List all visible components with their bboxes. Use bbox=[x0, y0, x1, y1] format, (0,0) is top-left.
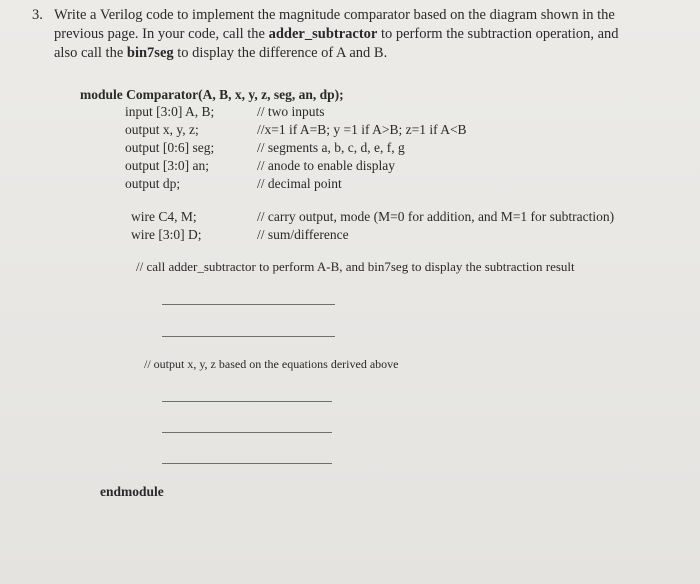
port-comment-xyz: //x=1 if A=B; y =1 if A>B; z=1 if A<B bbox=[257, 122, 467, 137]
port-comment-seg: // segments a, b, c, d, e, f, g bbox=[257, 140, 405, 155]
adder-subtractor-term: adder_subtractor bbox=[268, 26, 378, 42]
port-decl-seg: output [0:6] seg; bbox=[125, 140, 215, 155]
question-line-2 bbox=[54, 25, 619, 43]
question-line-3-text: also call the bbox=[54, 45, 127, 61]
bin7seg-term: bin7seg bbox=[126, 45, 174, 61]
question-line-2-text: previous page. In your code, call the bbox=[54, 26, 269, 42]
port-decl-inputs: input [3:0] A, B; bbox=[125, 104, 215, 119]
answer-blank-1 bbox=[162, 304, 335, 305]
wire-decl-d: wire [3:0] D; bbox=[131, 227, 202, 242]
port-decl-xyz: output x, y, z; bbox=[125, 122, 199, 137]
port-decl-dp: output dp; bbox=[125, 176, 181, 191]
question-line-2-rest: to perform the subtraction operation, and bbox=[377, 26, 619, 42]
call-comment: // call adder_subtractor to perform A-B, and bin7seg to display the subtraction result bbox=[136, 259, 575, 274]
question-line-1: Write a Verilog code to implement the magnitude comparator based on the diagram shown in the bbox=[54, 7, 615, 23]
port-comment-inputs: // two inputs bbox=[257, 104, 325, 119]
endmodule-keyword: endmodule bbox=[100, 484, 164, 499]
wire-comment-d: // sum/difference bbox=[257, 227, 349, 242]
question-number: 3. bbox=[32, 7, 43, 23]
answer-blank-4 bbox=[162, 432, 332, 433]
answer-blank-3 bbox=[162, 401, 332, 402]
wire-decl-c4-m: wire C4, M; bbox=[131, 209, 197, 224]
module-declaration: module Comparator(A, B, x, y, z, seg, an, dp); bbox=[80, 87, 344, 102]
port-comment-an: // anode to enable display bbox=[257, 158, 395, 173]
answer-blank-2 bbox=[162, 336, 335, 337]
port-comment-dp: // decimal point bbox=[257, 176, 342, 191]
wire-comment-c4-m: // carry output, mode (M=0 for addition, and M=1 for subtraction) bbox=[257, 209, 615, 224]
question-line-3 bbox=[54, 44, 387, 62]
output-comment: // output x, y, z based on the equations derived above bbox=[144, 357, 399, 371]
answer-blank-5 bbox=[162, 463, 332, 464]
port-decl-an: output [3:0] an; bbox=[125, 158, 209, 173]
question-line-3-rest: to display the difference of A and B. bbox=[173, 45, 388, 61]
